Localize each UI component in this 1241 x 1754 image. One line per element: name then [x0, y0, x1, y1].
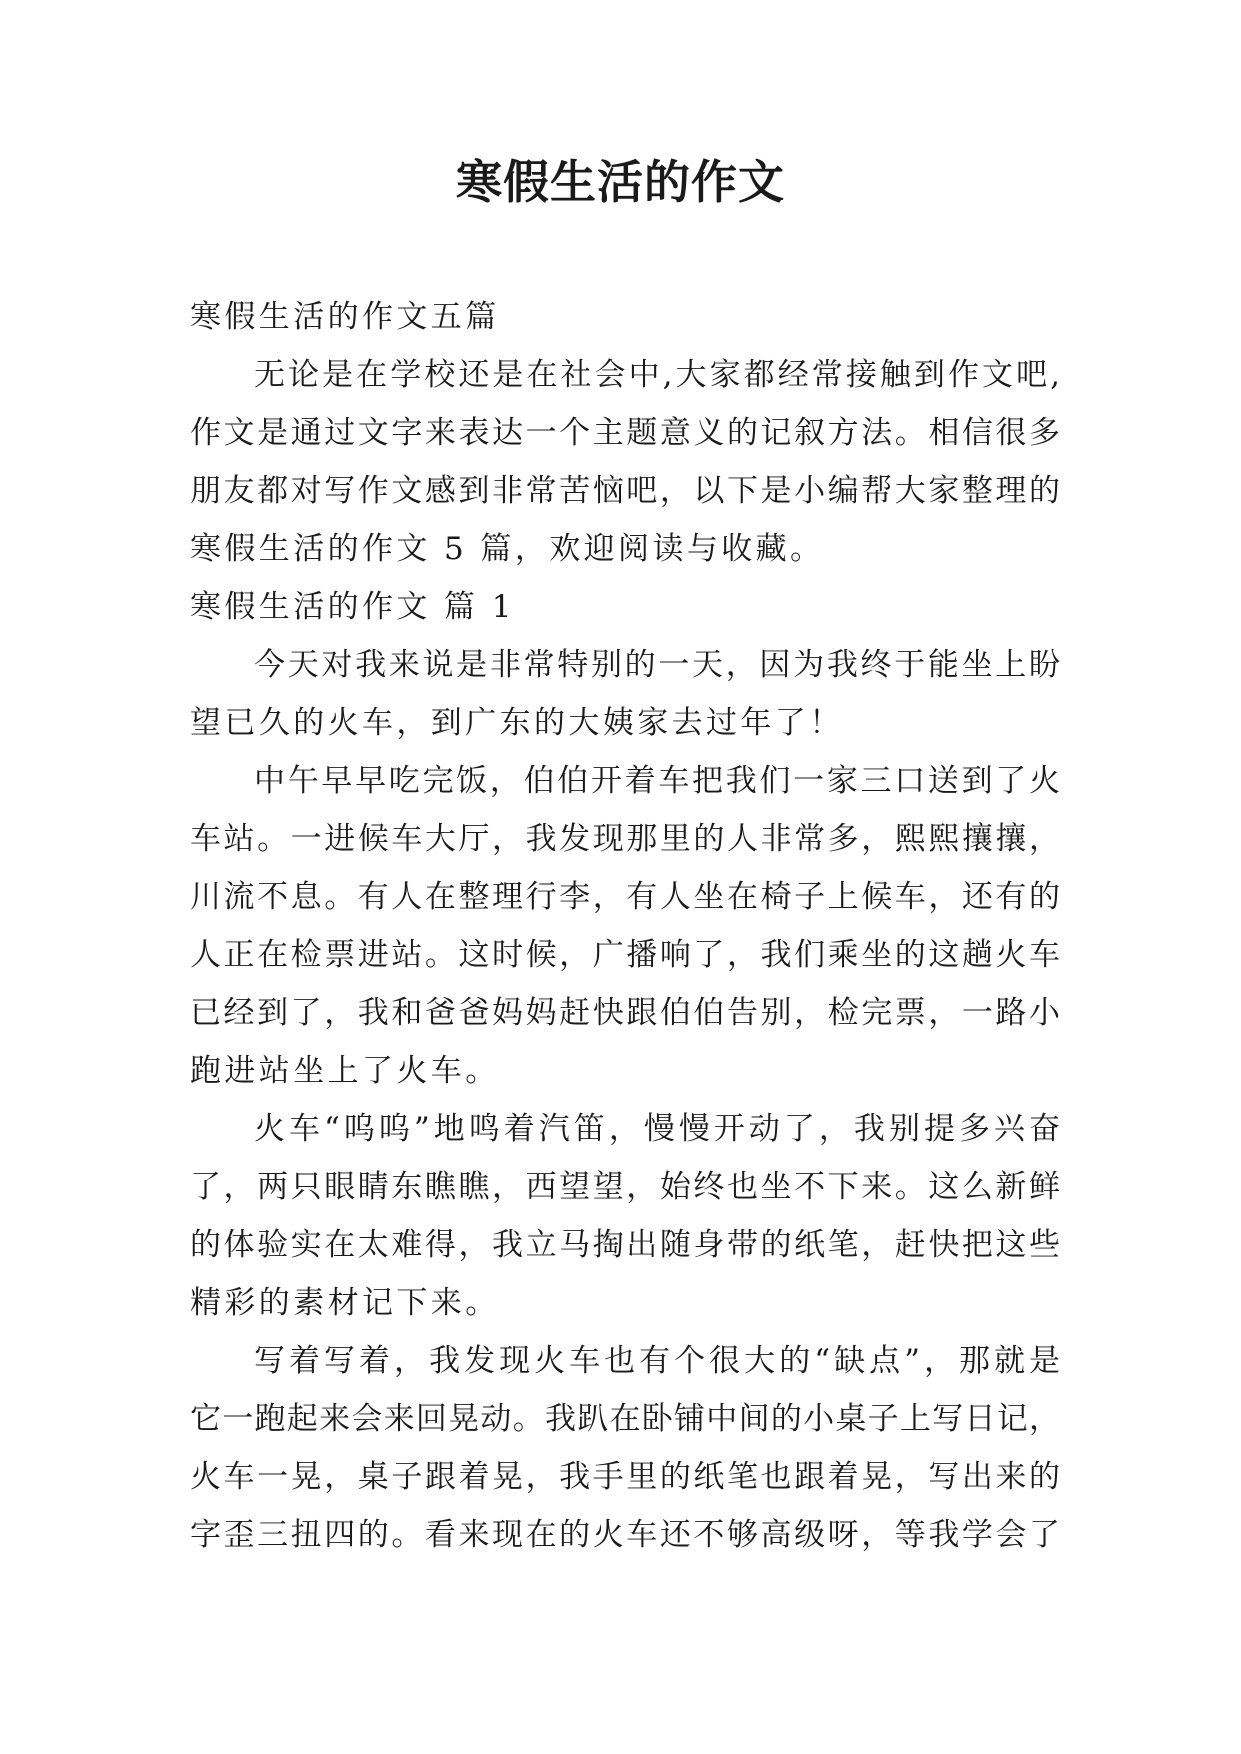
text-line: 望已久的火车，到广东的大姨家去过年了！ [190, 705, 844, 741]
text-line: 寒假生活的作文 篇 1 [190, 589, 515, 625]
text-line: 火车“呜呜”地鸣着汽笛，慢慢开动了，我别提多兴奋 [254, 1111, 1060, 1147]
text-line: 川流不息。有人在整理行李，有人坐在椅子上候车，还有的 [190, 879, 1060, 915]
text-line: 作文是通过文字来表达一个主题意义的记叙方法。相信很多 [190, 415, 1060, 451]
text-line: 火车一晃，桌子跟着晃，我手里的纸笔也跟着晃，写出来的 [190, 1459, 1060, 1495]
text-line: 寒假生活的作文 5 篇，欢迎阅读与收藏。 [190, 531, 825, 567]
text-line: 字歪三扭四的。看来现在的火车还不够高级呀，等我学会了 [190, 1517, 1060, 1553]
text-line: 今天对我来说是非常特别的一天，因为我终于能坐上盼 [254, 647, 1060, 683]
text-line: 精彩的素材记下来。 [190, 1285, 500, 1321]
text-line: 写着写着，我发现火车也有个很大的“缺点”，那就是 [254, 1343, 1060, 1379]
text-line: 它一跑起来会来回晃动。我趴在卧铺中间的小桌子上写日记， [190, 1401, 1060, 1437]
text-line: 了，两只眼睛东瞧瞧，西望望，始终也坐不下来。这么新鲜 [190, 1169, 1060, 1205]
text-line: 朋友都对写作文感到非常苦恼吧，以下是小编帮大家整理的 [190, 473, 1060, 509]
text-line: 跑进站坐上了火车。 [190, 1053, 500, 1089]
text-line: 无论是在学校还是在社会中,大家都经常接触到作文吧, [254, 357, 1060, 393]
document-body [190, 288, 1060, 1564]
text-line: 的体验实在太难得，我立马掏出随身带的纸笔，赶快把这些 [190, 1227, 1060, 1263]
text-line: 中午早早吃完饭，伯伯开着车把我们一家三口送到了火 [254, 763, 1060, 799]
text-line: 人正在检票进站。这时候，广播响了，我们乘坐的这趟火车 [190, 937, 1060, 973]
document-title: 寒假生活的作文 [456, 155, 785, 209]
text-line: 寒假生活的作文五篇 [190, 299, 500, 335]
text-line: 车站。一进候车大厅，我发现那里的人非常多，熙熙攘攘， [190, 821, 1060, 857]
text-line: 已经到了，我和爸爸妈妈赶快跟伯伯告别，检完票，一路小 [190, 995, 1060, 1031]
